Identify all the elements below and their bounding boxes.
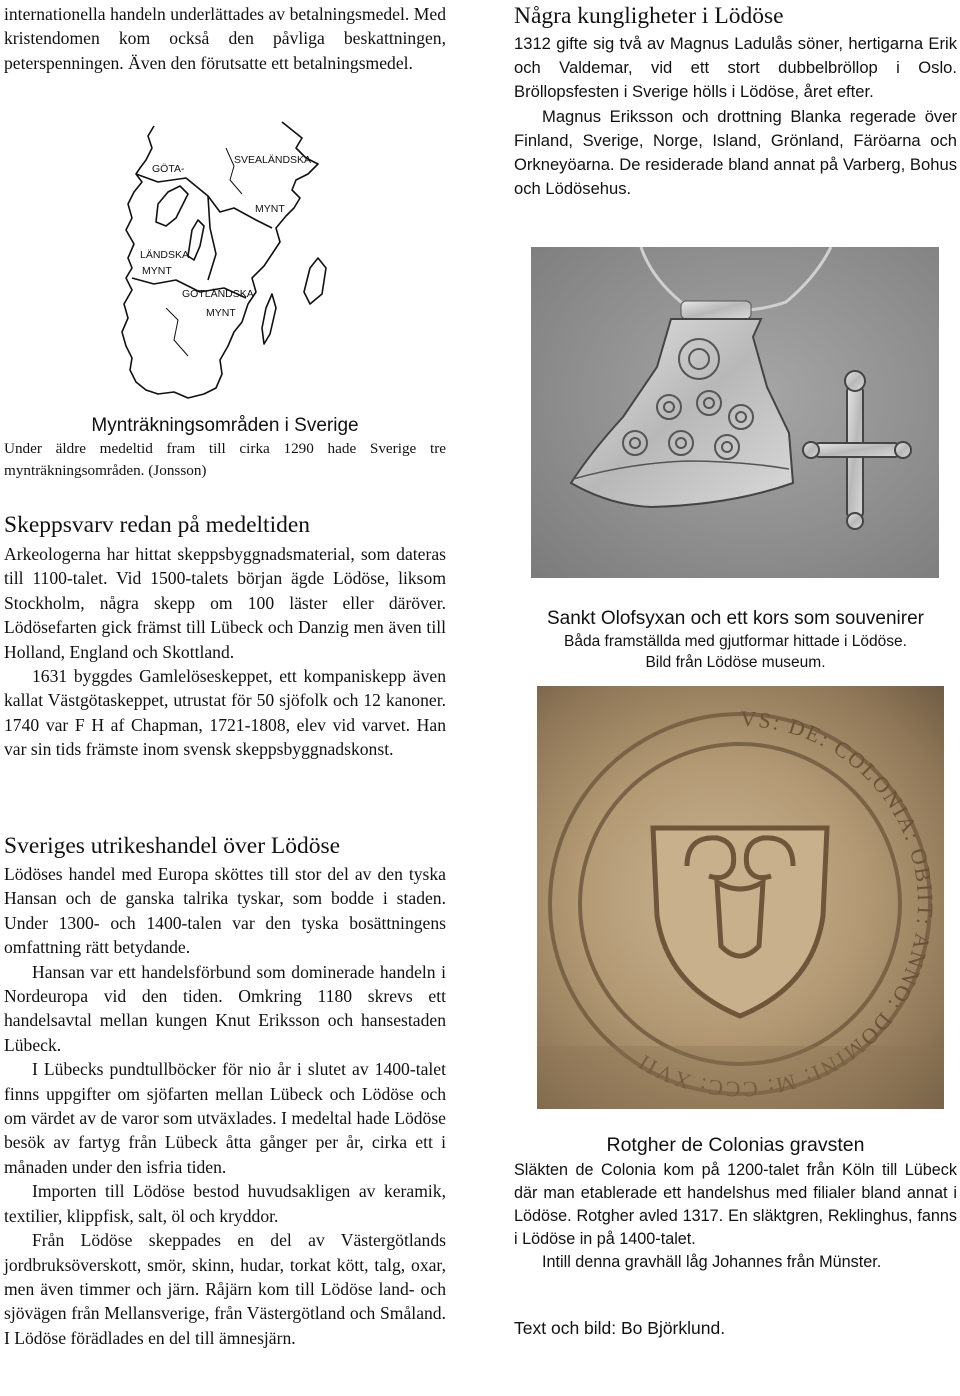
souvenir-caption	[514, 607, 957, 673]
gravestone-caption	[514, 1133, 957, 1274]
gravestone-caption-p2: Intill denna gravhäll låg Johannes från Münster.	[542, 1253, 882, 1271]
pendant-bail	[681, 301, 751, 319]
gravestone-photo	[537, 686, 944, 1109]
section-kungligheter	[514, 2, 957, 201]
utrikeshandel-p2: Hansan var ett handelsförbund som dominerade handeln i Nordeuropa vid den tiden. Omkring 1180 skrevs ett handelsavtal mellan kungen Knut Eriksson och hansestaden Lübeck.	[4, 961, 446, 1055]
kungligheter-p2: Magnus Eriksson och drottning Blanka regerade över Finland, Sverige, Norge, Island, Grönland, Färöarna och Orkneyöarna. De residerade bland annat på Varberg, Bohus och Lödösehus.	[514, 106, 957, 199]
map-label-svealandska: SVEALÄNDSKA	[234, 154, 312, 166]
map-label-mynt-gota: MYNT	[142, 265, 172, 277]
skeppsvarv-p1: Arkeologerna har hittat skeppsbyggnadsmaterial, som dateras till 1100-talet. Vid 1500-talets början ägde Lödöse, liksom Stockholm, några skepp om 100 läster eller däröver. Lödösefarten gick främst till Lübeck och Danzig men även till Holland, England och Skottland.	[4, 544, 446, 662]
section-heading-utrikeshandel: Sveriges utrikeshandel över Lödöse	[4, 833, 341, 859]
gravestone-caption-p1: Släkten de Colonia kom på 1200-talet från Köln till Lübeck där man etablerade ett handelshus med filialer bland annat i Lödöse. Rotgher avled 1317. En släktgren, Reklinghus, fanns i Lödöse in på 1400-talet.	[514, 1161, 957, 1248]
souvenir-caption-line2: Bild från Lödöse museum.	[645, 654, 826, 671]
intro-text: internationella handeln underlättades av betalningsmedel. Med kristendomen kom också den påvliga beskattningen, peterspenningen. Även den förutsatte ett betalningsmedel.	[4, 4, 446, 73]
section-utrikeshandel	[4, 832, 446, 1350]
utrikeshandel-p1: Lödöses handel med Europa sköttes till stor del av den tyska Hansan och de ganska talrika tyskar, som bodde i staden. Under 1300- och 1400-talen var den tyska bosättningens omfattning rätt betydande.	[4, 864, 446, 958]
map-caption-title: Mynträkningsområden i Sverige	[91, 415, 359, 436]
section-skeppsvarv	[4, 511, 446, 762]
gravestone-inscription: VS: DE: COLONIA: OBIIT: ANNO: DOMINI: M: CCC: XVII	[632, 705, 939, 1103]
section-heading-kungligheter: Några kungligheter i Lödöse	[514, 3, 784, 29]
sweden-map-drawing	[96, 108, 342, 410]
gravestone-caption-title: Rotgher de Colonias gravsten	[606, 1134, 865, 1156]
intro-paragraph	[4, 2, 446, 75]
map-caption	[4, 414, 446, 482]
map-label-gotlandska: GOTLÄNDSKA	[182, 288, 254, 300]
souvenir-photo	[531, 247, 939, 578]
map-label-gota: GÖTA-	[152, 163, 185, 175]
lake-vattern	[188, 220, 204, 260]
lake-vanern	[156, 186, 188, 226]
coin-region-map	[96, 108, 342, 410]
souvenir-illustration	[531, 247, 939, 578]
coat-of-arms-shield	[653, 828, 827, 1016]
skeppsvarv-p2: 1631 byggdes Gamlelöseskeppet, ett kompaniskepp även kallat Västgötaskeppet, utrustat för 50 sjöfolk och 12 kanoner. 1740 var F H af Chapman, 1721-1808, elev vid varvet. Han var sin tids främste inom svensk skeppsbyggnadskonst.	[4, 666, 446, 760]
cross-pendant	[803, 371, 911, 529]
gravestone-illustration	[537, 686, 944, 1109]
utrikeshandel-p4: Importen till Lödöse bestod huvudsakligen av keramik, textilier, klippfisk, salt, öl och kryddor.	[4, 1181, 446, 1226]
credit-text: Text och bild: Bo Björklund.	[514, 1318, 726, 1338]
credit-line	[514, 1316, 957, 1340]
utrikeshandel-p3: I Lübecks pundtullböcker för nio år i slutet av 1400-talet finns uppgifter om sjöfarten mellan Lübeck och Lödöse och om värdet av de varor som utväxlades. I medeltal hade Lödöse besök av fartyg från Lübeck åtta gånger per år, cirka ett i månaden under den isfria tiden.	[4, 1059, 446, 1177]
map-caption-text: Under äldre medeltid fram till cirka 1290 hade Sverige tre mynträkningsområden. (Jonsson)	[4, 440, 446, 479]
souvenir-caption-title: Sankt Olofsyxan och ett kors som souvenirer	[547, 608, 924, 629]
map-label-landska: LÄNDSKA	[140, 249, 190, 261]
oland-island	[262, 294, 276, 344]
map-label-mynt-svea: MYNT	[255, 203, 285, 215]
map-label-mynt-gotland: MYNT	[206, 307, 236, 319]
section-heading-skeppsvarv: Skeppsvarv redan på medeltiden	[4, 512, 311, 538]
border-inner	[208, 196, 216, 280]
gotland-island	[304, 258, 326, 304]
utrikeshandel-p5: Från Lödöse skeppades en del av Västergötlands jordbruksöverskott, smör, skinn, hudar, torkat kött, talg, oxar, men även timmer och järn. Råjärn kom till Lödöse land- och sjövägen från Mellansverige, från Västergötland och Småland. I Lödöse förädlades en del till ämnesjärn.	[4, 1230, 446, 1348]
souvenir-caption-line1: Båda framställda med gjutformar hittade i Lödöse.	[564, 633, 907, 650]
kungligheter-p1: 1312 gifte sig två av Magnus Ladulås söner, hertigarna Erik och Valdemar, vid ett stort dubbelbröllop i Oslo. Bröllopsfesten i Sverige hölls i Lödöse, året efter.	[514, 34, 957, 102]
